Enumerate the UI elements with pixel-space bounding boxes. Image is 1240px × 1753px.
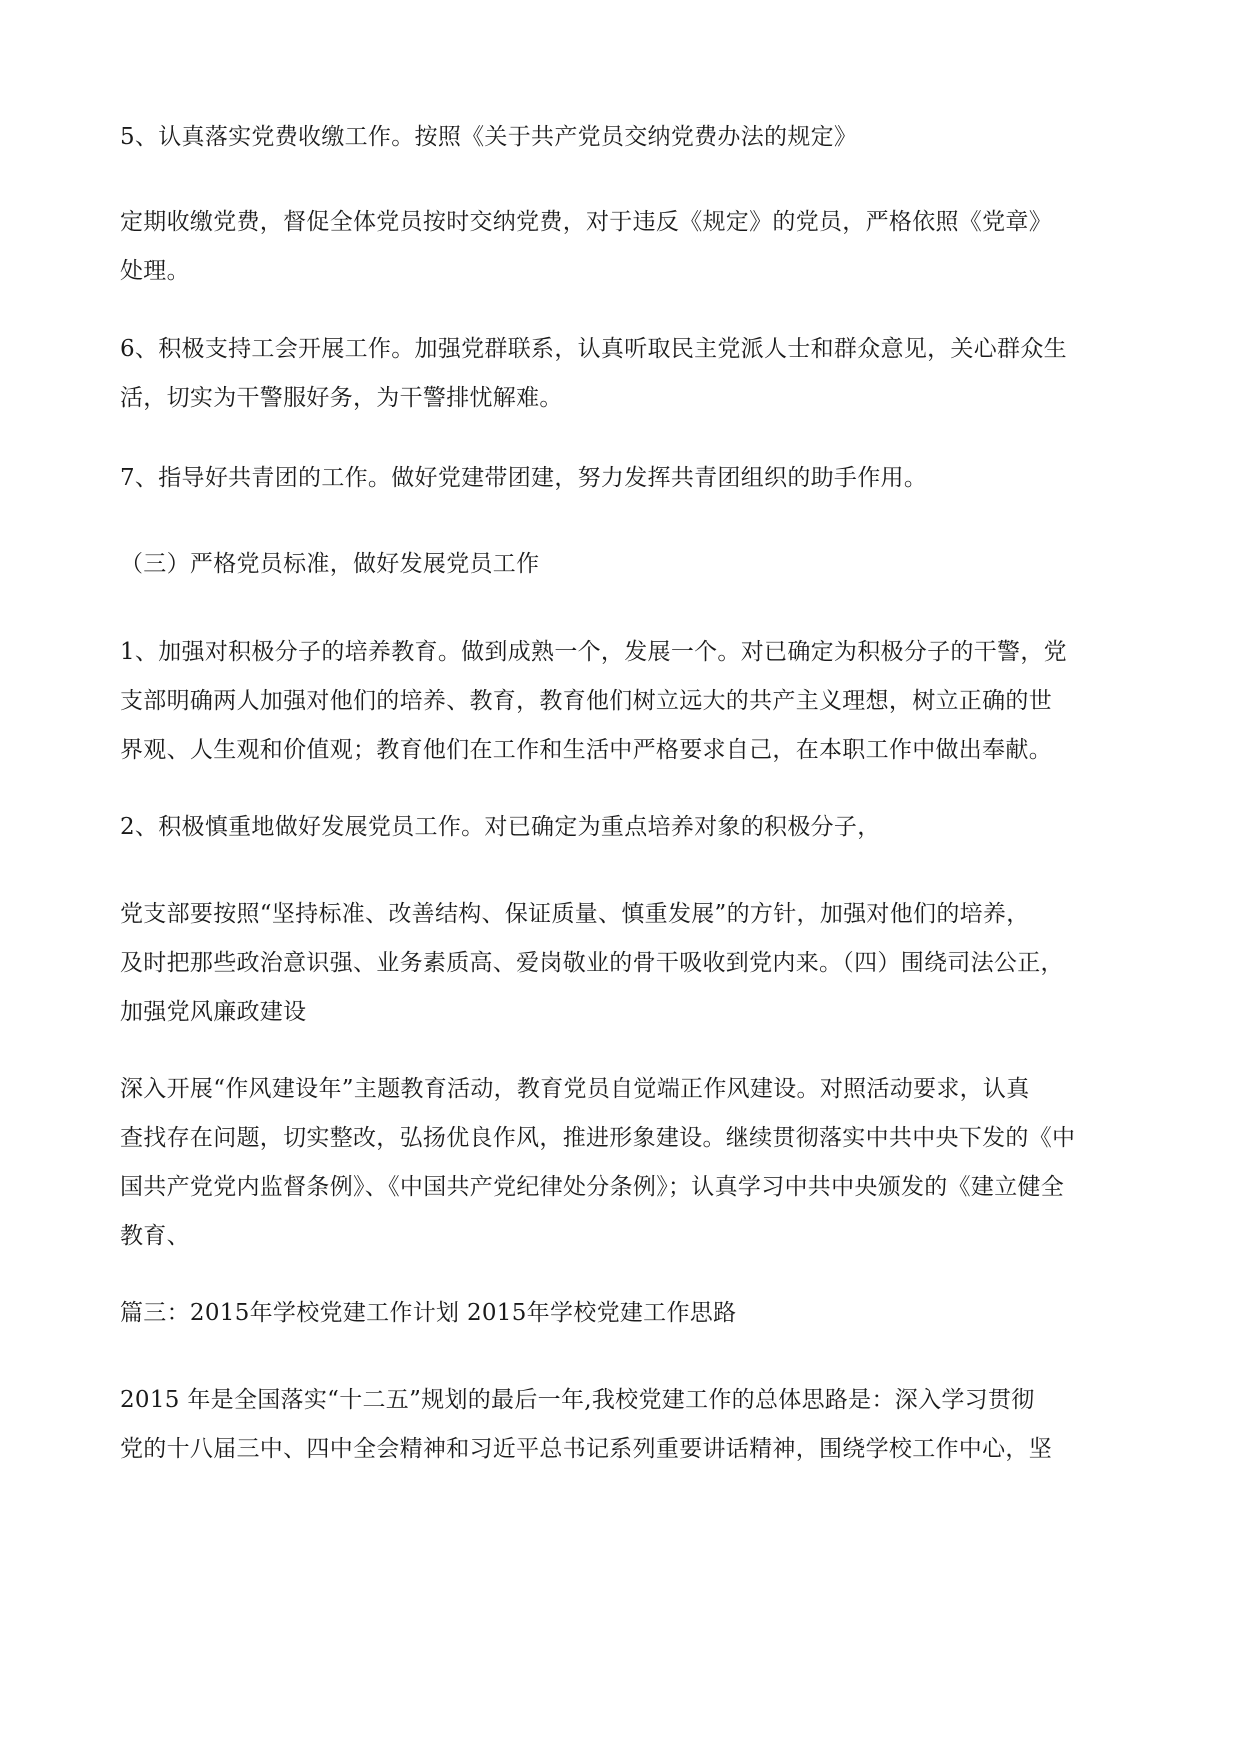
paragraph-dues-collection (120, 198, 1130, 296)
paragraph-youth-league (120, 454, 1130, 503)
text-line: 7、指导好共青团的工作。做好党建带团建，努力发挥共青团组织的助手作用。 (120, 465, 928, 491)
text-line: 党的十八届三中、四中全会精神和习近平总书记系列重要讲话精神，围绕学校工作中心，坚 (120, 1436, 1052, 1462)
text-line: 1、加强对积极分子的培养教育。做到成熟一个，发展一个。对已确定为积极分子的干警，党 (120, 639, 1067, 665)
text-line: 活，切实为干警服好务，为干警排忧解难。 (120, 385, 563, 411)
text-line: 加强党风廉政建设 (120, 999, 307, 1025)
text-line: 支部明确两人加强对他们的培养、教育，教育他们树立远大的共产主义理想，树立正确的世 (120, 688, 1052, 714)
text-line: 国共产党党内监督条例》、《中国共产党纪律处分条例》；认真学习中共中央颁发的《建立健全 (120, 1174, 1065, 1200)
text-line: 党支部要按照“坚持标准、改善结构、保证质量、慎重发展”的方针，加强对他们的培养， (120, 901, 1030, 927)
text-line: 界观、人生观和价值观；教育他们在工作和生活中严格要求自己，在本职工作中做出奉献。 (120, 737, 1052, 763)
section-heading-member-standards (120, 540, 1130, 589)
paragraph-party-dues (120, 113, 1130, 162)
text-line: 5、认真落实党费收缴工作。按照《关于共产党员交纳党费办法的规定》 (120, 124, 858, 150)
text-line: 查找存在问题，切实整改，弘扬优良作风，推进形象建设。继续贯彻落实中共中央下发的《中 (120, 1125, 1076, 1151)
text-line: 篇三：2015年学校党建工作计划 2015年学校党建工作思路 (120, 1300, 737, 1326)
text-line: 2、积极慎重地做好发展党员工作。对已确定为重点培养对象的积极分子， (120, 814, 881, 840)
text-line: 6、积极支持工会开展工作。加强党群联系，认真听取民主党派人士和群众意见，关心群众生 (120, 336, 1067, 362)
paragraph-activist-training (120, 628, 1130, 775)
paragraph-2015-overview (120, 1376, 1130, 1474)
paragraph-work-style (120, 1065, 1130, 1261)
paragraph-member-development (120, 803, 1130, 852)
paragraph-branch-policy (120, 890, 1130, 1037)
text-line: 2015 年是全国落实“十二五”规划的最后一年,我校党建工作的总体思路是：深入学习贯彻 (120, 1387, 1035, 1413)
text-line: 教育、 (120, 1223, 190, 1249)
text-line: 深入开展“作风建设年”主题教育活动，教育党员自觉端正作风建设。对照活动要求，认真 (120, 1076, 1030, 1102)
paragraph-union-support (120, 325, 1130, 423)
text-line: 及时把那些政治意识强、业务素质高、爱岗敬业的骨干吸收到党内来。（四）围绕司法公正， (120, 950, 1064, 976)
text-line: （三）严格党员标准，做好发展党员工作 (120, 551, 540, 577)
text-line: 处理。 (120, 258, 190, 284)
text-line: 定期收缴党费，督促全体党员按时交纳党费，对于违反《规定》的党员，严格依照《党章》 (120, 209, 1052, 235)
section-heading-chapter-three (120, 1289, 1130, 1338)
